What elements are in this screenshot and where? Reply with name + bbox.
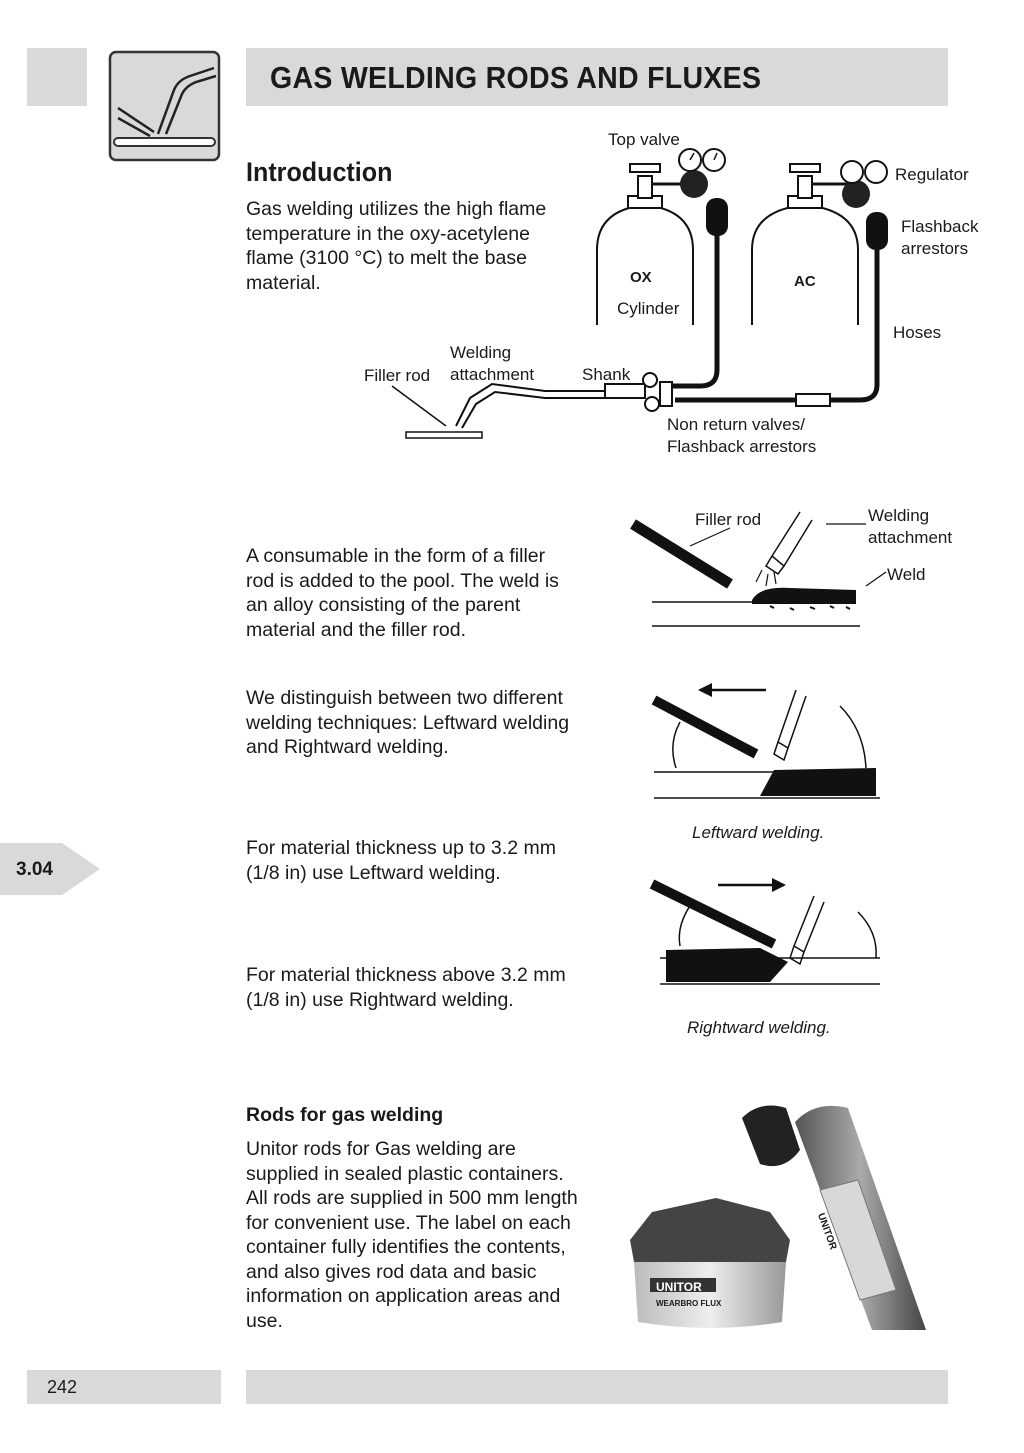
- tube-brand-label: UNITOR: [814, 1211, 839, 1252]
- label-cylinder: Cylinder: [617, 299, 680, 318]
- label-filler-rod-2: Filler rod: [695, 510, 762, 529]
- rightward-caption: Rightward welding.: [687, 1018, 831, 1037]
- footer-right-bar: [246, 1370, 948, 1404]
- label-weld: Weld: [887, 565, 926, 584]
- rightward-text: For material thickness above 3.2 mm (1/8 in) use Rightward welding.: [246, 964, 566, 1011]
- label-shank: Shank: [582, 365, 631, 384]
- label-welding-attachment-2: Welding attachment: [868, 506, 953, 547]
- leftward-caption: Leftward welding.: [692, 823, 825, 842]
- label-filler-rod: Filler rod: [364, 366, 431, 385]
- rods-heading: Rods for gas welding: [246, 1104, 444, 1126]
- label-flashback-arrestors: Flashback arrestors: [901, 217, 979, 258]
- label-regulator: Regulator: [895, 165, 969, 184]
- label-top-valve: Top valve: [608, 130, 680, 149]
- page-number: 242: [47, 1377, 78, 1397]
- chapter-tab-label: 3.04: [16, 859, 53, 880]
- intro-paragraph: Gas welding utilizes the high flame temperature in the oxy-acetylene flame (3100 °C) to melt the base material.: [246, 198, 547, 294]
- jar-flux-label: WEARBRO FLUX: [656, 1299, 722, 1308]
- rods-paragraph: Unitor rods for Gas welding are supplied in sealed plastic containers. All rods are supplied in 500 mm length for convenient use. The label on each container fully identifies the contents, and also gives rod data and basic information on application areas and use.: [246, 1138, 578, 1332]
- intro-heading: Introduction: [246, 157, 393, 187]
- label-hoses: Hoses: [893, 323, 942, 342]
- techniques-paragraph: We distinguish between two different welding techniques: Leftward welding and Rightward welding.: [246, 687, 570, 758]
- label-ox: OX: [630, 269, 652, 286]
- label-ac: AC: [794, 273, 816, 290]
- page-title: GAS WELDING RODS AND FLUXES: [270, 60, 762, 95]
- jar-brand-label: UNITOR: [656, 1280, 702, 1294]
- leftward-text: For material thickness up to 3.2 mm (1/8 in) use Leftward welding.: [246, 837, 556, 884]
- label-welding-attachment: Welding attachment: [450, 343, 535, 384]
- filler-paragraph: A consumable in the form of a filler rod is added to the pool. The weld is an alloy consisting of the parent material and the filler rod.: [246, 545, 559, 641]
- footer-left-bar: [27, 1370, 221, 1404]
- label-non-return-valves: Non return valves/ Flashback arrestors: [667, 415, 817, 456]
